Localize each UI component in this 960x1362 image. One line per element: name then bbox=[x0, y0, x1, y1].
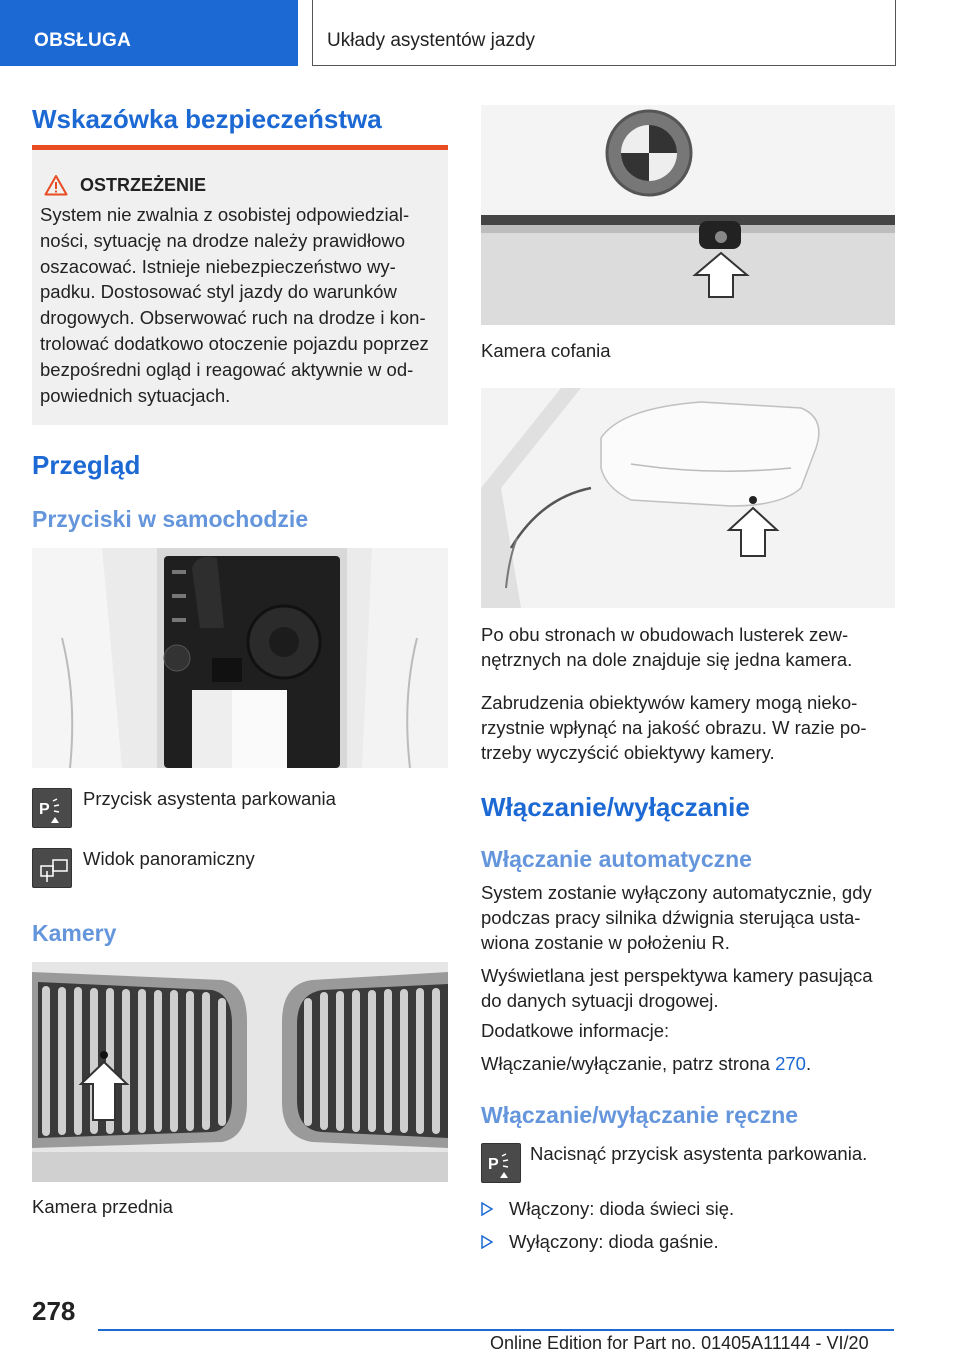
park-assist-button-icon-2 bbox=[481, 1143, 521, 1183]
front-camera-caption: Kamera przednia bbox=[32, 1196, 173, 1217]
reference-line: Włączanie/wyłączanie, patrz strona 270. bbox=[481, 1053, 812, 1074]
svg-text:P: P bbox=[488, 1156, 499, 1173]
mirror-camera-image bbox=[481, 388, 895, 608]
auto-paragraph: System zostanie wyłączony automatycznie, gdy podczas pracy silnika dźwignia sterująca usta- wiona zostanie w położeniu R. bbox=[481, 882, 872, 953]
cameras-heading: Kamery bbox=[32, 920, 117, 946]
overview-heading: Przegląd bbox=[32, 450, 141, 480]
dirt-paragraph: Zabrudzenia obiektywów kamery mogą nieko- rzystnie wpłynąć na jakość obrazu. W razie po- trzeby wyczyścić obiektywy kamery. bbox=[481, 692, 867, 763]
rear-camera-caption: Kamera cofania bbox=[481, 340, 611, 361]
manual-heading: Włączanie/wyłączanie ręczne bbox=[481, 1102, 799, 1128]
buttons-heading: Przyciski w samochodzie bbox=[32, 506, 309, 532]
onoff-heading: Włączanie/wyłączanie bbox=[481, 792, 750, 822]
park-assist-caption: Przycisk asystenta parkowania bbox=[83, 788, 336, 809]
chapter-title: Układy asystentów jazdy bbox=[312, 0, 896, 66]
perspective-paragraph: Wyświetlana jest perspektywa kamery pasująca do danych sytuacji drogowej. bbox=[481, 965, 873, 1011]
footer-divider bbox=[98, 1329, 894, 1331]
edition-footer: Online Edition for Part no. 01405A11144 - VI/20 bbox=[490, 1333, 869, 1353]
safety-heading: Wskazówka bezpieczeństwa bbox=[32, 104, 382, 134]
bullet-triangle-icon bbox=[481, 1235, 493, 1249]
warning-box bbox=[32, 145, 448, 425]
page-link[interactable]: 270 bbox=[775, 1053, 806, 1074]
auto-heading: Włączanie automatyczne bbox=[481, 846, 752, 872]
center-console-image bbox=[32, 548, 448, 768]
front-camera-image bbox=[32, 962, 448, 1182]
warning-triangle-icon bbox=[44, 174, 68, 196]
manual-instruction: Nacisnąć przycisk asystenta parkowania. bbox=[530, 1143, 868, 1164]
park-assist-button-icon bbox=[32, 788, 72, 828]
bullet-off: Wyłączony: dioda gaśnie. bbox=[481, 1231, 719, 1253]
warning-label: OSTRZEŻENIE bbox=[80, 174, 207, 195]
panorama-view-button-icon bbox=[32, 848, 72, 888]
mirror-paragraph: Po obu stronach w obudowach lusterek zew- nętrznych na dole znajduje się jedna kamera. bbox=[481, 624, 853, 670]
more-info-label: Dodatkowe informacje: bbox=[481, 1020, 670, 1041]
section-tab: OBSŁUGA bbox=[0, 0, 298, 66]
warning-text: System nie zwalnia z osobistej odpowiedzial- ności, sytuację na drodze należy prawidłowo oszacować. Istnieje niebezpieczeństwo wy- padku. Dostosować styl jazdy do warunków drogowych. Obserwować ruch na drodze i kon- trolować dodatkowo otoczenie pojazdu poprzez bezpośredni ogląd i reagować aktywnie w od- powiednich sytuacjach. bbox=[40, 204, 429, 406]
svg-text:P: P bbox=[39, 801, 50, 818]
bullet-triangle-icon bbox=[481, 1202, 493, 1216]
page-number: 278 bbox=[32, 1296, 76, 1326]
panorama-caption: Widok panoramiczny bbox=[83, 848, 255, 869]
bullet-on: Włączony: dioda świeci się. bbox=[481, 1198, 734, 1220]
warning-title bbox=[40, 174, 436, 196]
rear-camera-image bbox=[481, 105, 895, 325]
